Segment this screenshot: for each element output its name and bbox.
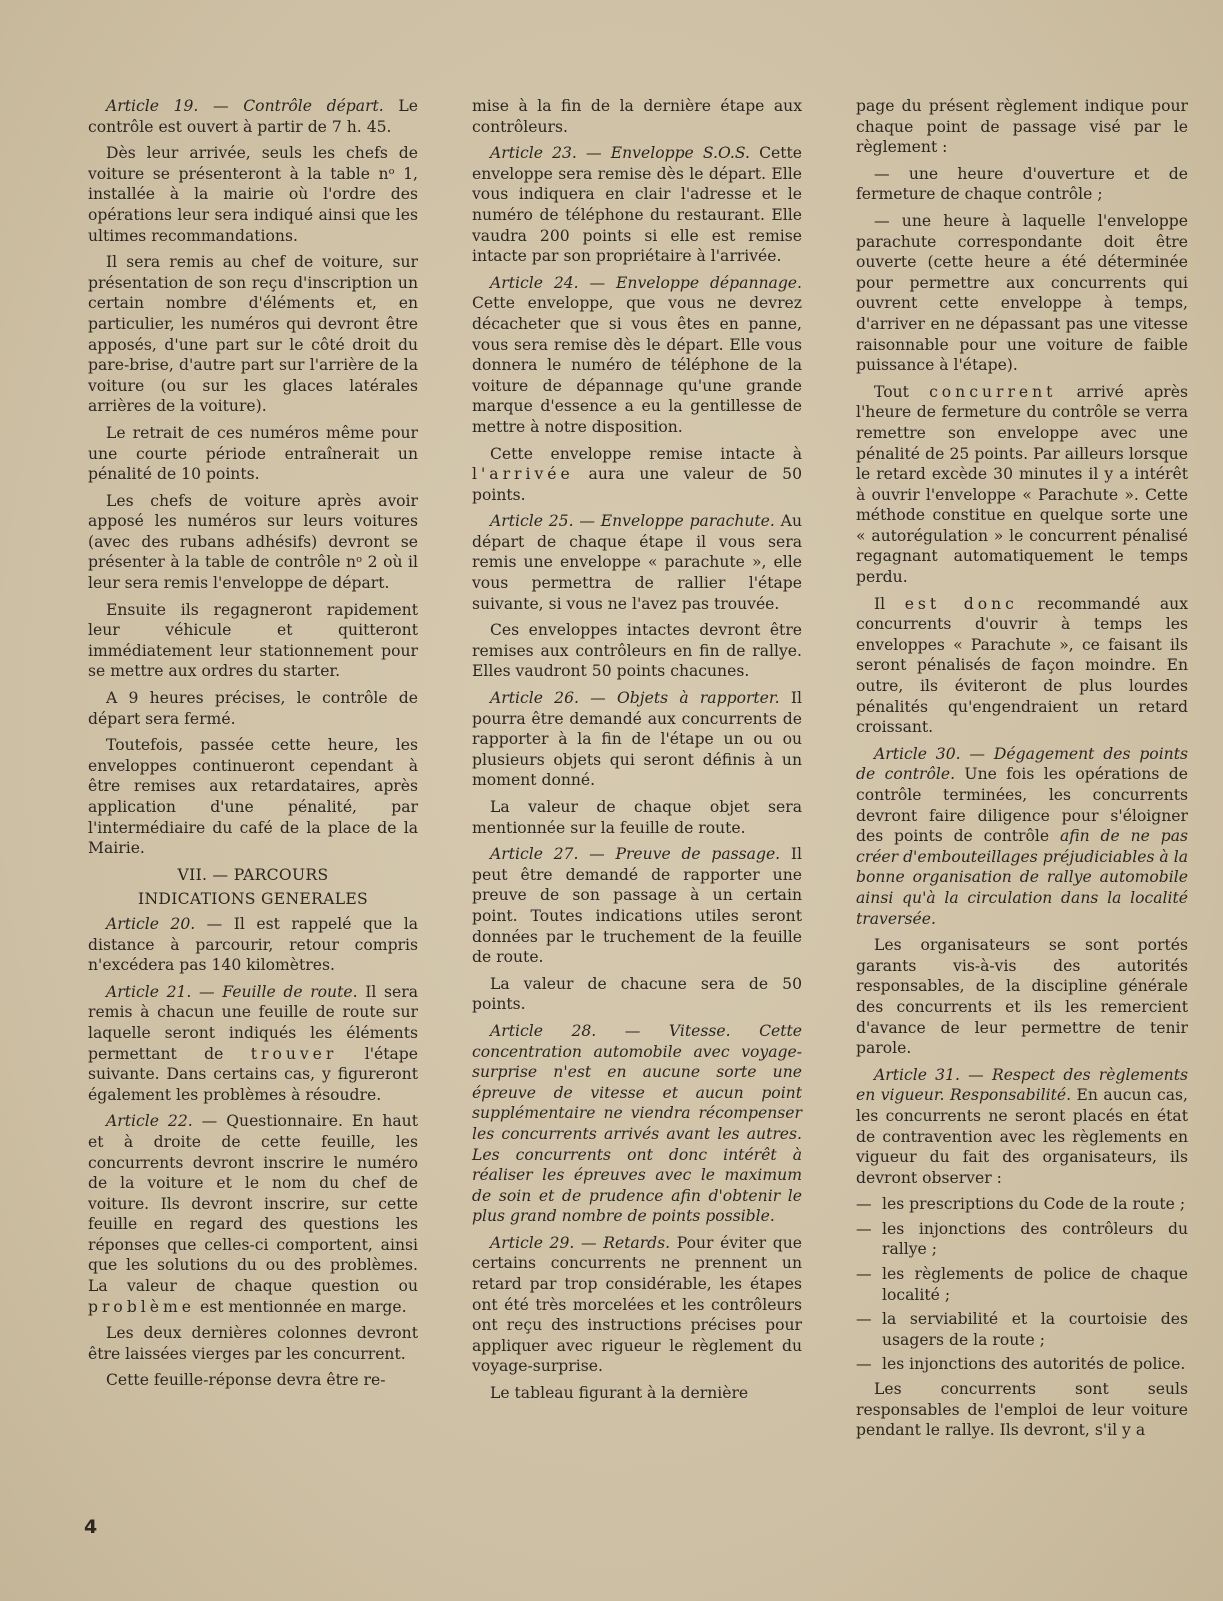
paragraph: Les chefs de voiture après avoir apposé les numéros sur leurs voitures (avec des rubans adhésifs) devront se présenter à la table de contrôle nᵒ 2 où il leur sera remis l'enveloppe de départ. bbox=[88, 491, 418, 593]
article-28: Article 28. — Vitesse. Cette concentration automobile avec voyage-surprise n'est en aucune sorte une épreuve de vitesse et aucun point supplémentaire ne viendra récompenser les concurrents arrivés avant les autres. Les concurrents ont donc intérêt à réaliser les épreuves avec le maximum de soin et de prudence afin d'obtenir le plus grand nombre de points possible. bbox=[472, 1021, 802, 1226]
paragraph: A 9 heures précises, le contrôle de départ sera fermé. bbox=[88, 689, 418, 728]
list-item: — les prescriptions du Code de la route ; bbox=[856, 1195, 1186, 1214]
paragraph: Toutefois, passée cette heure, les enveloppes continueront cependant à être remises aux retardataires, après application d'une pénalité, par l'intermédiaire du café de la place de la Mairie. bbox=[88, 736, 418, 858]
list-item: — la serviabilité et la courtoisie des usagers de la route ; bbox=[856, 1310, 1188, 1349]
article-24: Article 24. — Enveloppe dépannage. Cette enveloppe, que vous ne devrez décacheter que si vous êtes en panne, vous sera remise dès le départ. Elle vous donnera le numéro de téléphone de la voiture de dépannage qu'une grande marque d'essence a eu la gentillesse de mettre à notre disposition. bbox=[472, 273, 802, 436]
article-22: Article 22. — Questionnaire. En haut et à droite de cette feuille, les concurrents devront inscrire le numéro de la voiture et le nom du chef de voiture. Ils devront inscrire, sur cette feuille en regard des questions les réponses que celles-ci comportent, ainsi que les solutions du ou des problèmes. La valeur de chaque question ou problème est mentionnée en marge. bbox=[88, 1112, 418, 1316]
column-2 bbox=[472, 96, 802, 1410]
paragraph: La valeur de chacune sera de 50 points. bbox=[472, 974, 802, 1014]
article-26: Article 26. — Objets à rapporter. Il pourra être demandé aux concurrents de rapporter à la fin de l'étape un ou ou plusieurs objets qui seront définis à un moment donné. bbox=[472, 689, 802, 790]
paragraph: mise à la fin de la dernière étape aux contrôleurs. bbox=[472, 97, 802, 136]
section-subtitle: INDICATIONS GENERALES bbox=[137, 890, 369, 909]
paragraph: Cette enveloppe remise intacte à l'arrivée aura une valeur de 50 points. bbox=[472, 444, 802, 504]
paragraph: Ensuite ils regagneront rapidement leur véhicule et quitteront immédiatement leur stationnement pour se mettre aux ordres du starter. bbox=[88, 600, 418, 681]
article-27: Article 27. — Preuve de passage. Il peut être demandé de rapporter une preuve de son passage à un certain point. Toutes indications utiles seront données par le truchement de la feuille de route. bbox=[472, 845, 802, 967]
paragraph: page du présent règlement indique pour chaque point de passage visé par le règlement : bbox=[856, 97, 1188, 157]
article-21: Article 21. — Feuille de route. Il sera remis à chacun une feuille de route sur laquelle seront indiqués les éléments permettant de trouver l'étape suivante. Dans certains cas, y figureront également les problèmes à résoudre. bbox=[88, 982, 418, 1104]
paragraph: Les deux dernières colonnes devront être laissées vierges par les concurrent. bbox=[88, 1324, 418, 1363]
section-title: VII. — PARCOURS bbox=[177, 865, 329, 884]
paragraph: Le retrait de ces numéros même pour une courte période entraînerait un pénalité de 10 points. bbox=[88, 423, 418, 484]
paragraph: Les organisateurs se sont portés garants vis-à-vis des autorités responsables, de la discipline générale des concurrents et ils les remercient d'avance de leur permettre de tenir parole. bbox=[856, 936, 1188, 1058]
paragraph: Le tableau figurant à la dernière bbox=[490, 1384, 749, 1403]
paragraph: Il sera remis au chef de voiture, sur présentation de son reçu d'inscription un certain nombre d'éléments et, en particulier, les numéros qui devront être apposés, d'une part sur le côté droit du pare-brise, d'autre part sur l'arrière de la voiture (ou sur les glaces latérales arrières de la voiture). bbox=[88, 253, 418, 416]
list-item: — une heure d'ouverture et de fermeture de chaque contrôle ; bbox=[856, 164, 1188, 204]
paragraph: La valeur de chaque objet sera mentionnée sur la feuille de route. bbox=[472, 798, 802, 837]
list-item: — les règlements de police de chaque localité ; bbox=[856, 1265, 1188, 1304]
article-31: Article 31. — Respect des règlements en vigueur. Responsabilité. En aucun cas, les concurrents ne seront placés en état de contravention avec les règlements en vigueur du fait des organisateurs, ils devront observer : bbox=[856, 1065, 1188, 1187]
paragraph: Ces enveloppes intactes devront être remises aux contrôleurs en fin de rallye. Elles vaudront 50 points chacunes. bbox=[472, 621, 802, 681]
list-item: — les injonctions des autorités de police. bbox=[856, 1355, 1186, 1374]
list-item: — une heure à laquelle l'enveloppe parachute correspondante doit être ouverte (cette heure a été déterminée pour permettre aux concurrents qui ouvrent cette enveloppe à temps, d'arriver en ne dépassant pas une vitesse raisonnable pour une voiture de faible puissance à l'étape). bbox=[856, 211, 1188, 375]
column-1 bbox=[88, 96, 418, 1397]
article-23: Article 23. — Enveloppe S.O.S. Cette enveloppe sera remise dès le départ. Elle vous indiquera en clair l'adresse et le numéro de téléphone du restaurant. Elle vaudra 200 points si elle est remise intacte par son propriétaire à l'arrivée. bbox=[472, 144, 802, 266]
paragraph: Cette feuille-réponse devra être re- bbox=[106, 1371, 386, 1390]
column-3 bbox=[856, 96, 1188, 1447]
article-20: Article 20. — Il est rappelé que la distance à parcourir, retour compris n'excédera pas 140 kilomètres. bbox=[88, 914, 418, 975]
article-19: Article 19. — Contrôle départ. Le contrôle est ouvert à partir de 7 h. 45. bbox=[88, 97, 418, 136]
paragraph: Tout concurrent arrivé après l'heure de fermeture du contrôle se verra remettre son enveloppe avec une pénalité de 25 points. Par ailleurs lorsque le retard excède 30 minutes il y a intérêt à ouvrir l'enveloppe « Parachute ». Cette méthode constitue en quelque sorte une « autorégulation » le concurrent pénalisé regagnant automatiquement le temps perdu. bbox=[856, 382, 1188, 587]
page-number: 4 bbox=[84, 1516, 98, 1538]
article-30: Article 30. — Dégagement des points de contrôle. Une fois les opérations de contrôle terminées, les concurrents devront faire diligence pour s'éloigner des points de contrôle afin de ne pas créer d'embouteillages préjudiciables à la bonne organisation de rallye automobile ainsi qu'à la circulation dans la localité traversée. bbox=[856, 744, 1189, 928]
paragraph: Les concurrents sont seuls responsables de l'emploi de leur voiture pendant le rallye. Ils devront, s'il y a bbox=[856, 1380, 1188, 1440]
list-item: — les injonctions des contrôleurs du rallye ; bbox=[856, 1219, 1188, 1259]
paragraph: Il est donc recommandé aux concurrents d'ouvrir à temps les enveloppes « Parachute », ce faisant ils seront pénalisés de façon moindre. En outre, ils éviteront de plus lourdes pénalités qu'engendraient un retard croissant. bbox=[856, 594, 1188, 737]
paragraph: Dès leur arrivée, seuls les chefs de voiture se présenteront à la table nᵒ 1, installée à la mairie où l'ordre des opérations leur sera indiqué ainsi que les ultimes recommandations. bbox=[88, 144, 418, 245]
article-29: Article 29. — Retards. Pour éviter que certains concurrents ne prennent un retard par trop considérable, les étapes ont été très morcelées et les contrôleurs ont reçu des instructions précises pour appliquer avec rigueur le règlement du voyage-surprise. bbox=[472, 1233, 802, 1376]
article-25: Article 25. — Enveloppe parachute. Au départ de chaque étape il vous sera remis une enveloppe « parachute », elle vous permettra de rallier l'étape suivante, si vous ne l'avez pas trouvée. bbox=[472, 512, 802, 613]
